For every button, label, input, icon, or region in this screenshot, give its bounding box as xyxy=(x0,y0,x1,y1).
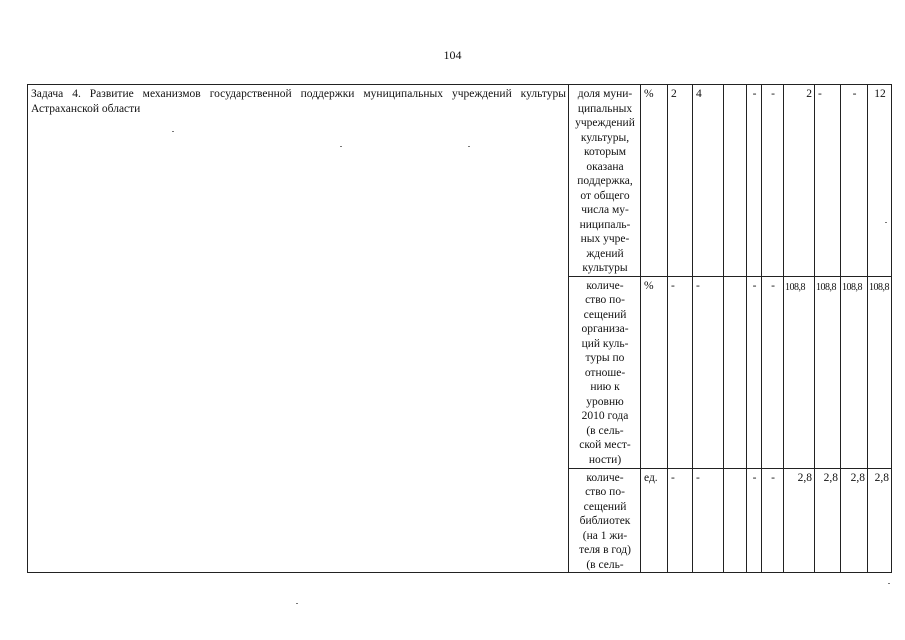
unit-cell: % xyxy=(641,85,668,277)
task-cell xyxy=(28,85,569,573)
scan-speck xyxy=(885,222,887,223)
scan-speck xyxy=(340,146,342,147)
unit-cell: % xyxy=(641,276,668,468)
value-cell: 108,8 xyxy=(815,276,841,468)
value-cell xyxy=(724,468,747,573)
value-cell: - xyxy=(693,276,724,468)
scan-speck xyxy=(296,603,298,604)
value-cell: - xyxy=(747,468,762,573)
value-cell: 108,8 xyxy=(841,276,868,468)
value-cell: - xyxy=(747,276,762,468)
page-number: 104 xyxy=(443,48,462,62)
indicator-text: количе- ство по- сещений организа- ций куль- туры по отноше- нию к уровню 2010 года (в сель- ской мест- ности) xyxy=(579,279,631,466)
value-cell: 2,8 xyxy=(815,468,841,573)
value-cell: 2 xyxy=(784,85,815,277)
value-cell: - xyxy=(747,85,762,277)
value-cell: - xyxy=(762,85,784,277)
value-cell: - xyxy=(762,468,784,573)
value-cell xyxy=(724,85,747,277)
indicator-text: количе- ство по- сещений библиотек (на 1 жи- теля в год) (в сель- xyxy=(579,471,631,571)
scan-speck xyxy=(468,146,470,147)
value-cell: 2,8 xyxy=(868,468,892,573)
value-cell: 2 xyxy=(668,85,693,277)
value-cell xyxy=(724,276,747,468)
value-cell: 12 xyxy=(868,85,892,277)
scan-speck xyxy=(172,131,174,132)
value-cell: - xyxy=(668,276,693,468)
table-row xyxy=(28,85,892,277)
unit-cell: ед. xyxy=(641,468,668,573)
indicator-cell xyxy=(569,468,641,573)
indicator-text: доля муни- ципальных учреждений культуры, которым оказана поддержка, от общего числа му- ниципаль- ных учре- ждений культуры xyxy=(575,88,635,274)
value-cell: - xyxy=(668,468,693,573)
value-cell: - xyxy=(841,85,868,277)
value-cell: 4 xyxy=(693,85,724,277)
indicators-table xyxy=(27,84,892,573)
value-cell: 108,8 xyxy=(784,276,815,468)
value-cell: - xyxy=(693,468,724,573)
value-cell: - xyxy=(815,85,841,277)
value-cell: 2,8 xyxy=(784,468,815,573)
value-cell: 108,8 xyxy=(868,276,892,468)
indicator-cell xyxy=(569,276,641,468)
scan-speck xyxy=(888,583,890,584)
value-cell: 2,8 xyxy=(841,468,868,573)
indicator-cell xyxy=(569,85,641,277)
task-text: Задача 4. Развитие механизмов государственной поддержки муниципальных учреждений культуры Астраханской области xyxy=(31,88,566,115)
value-cell: - xyxy=(762,276,784,468)
